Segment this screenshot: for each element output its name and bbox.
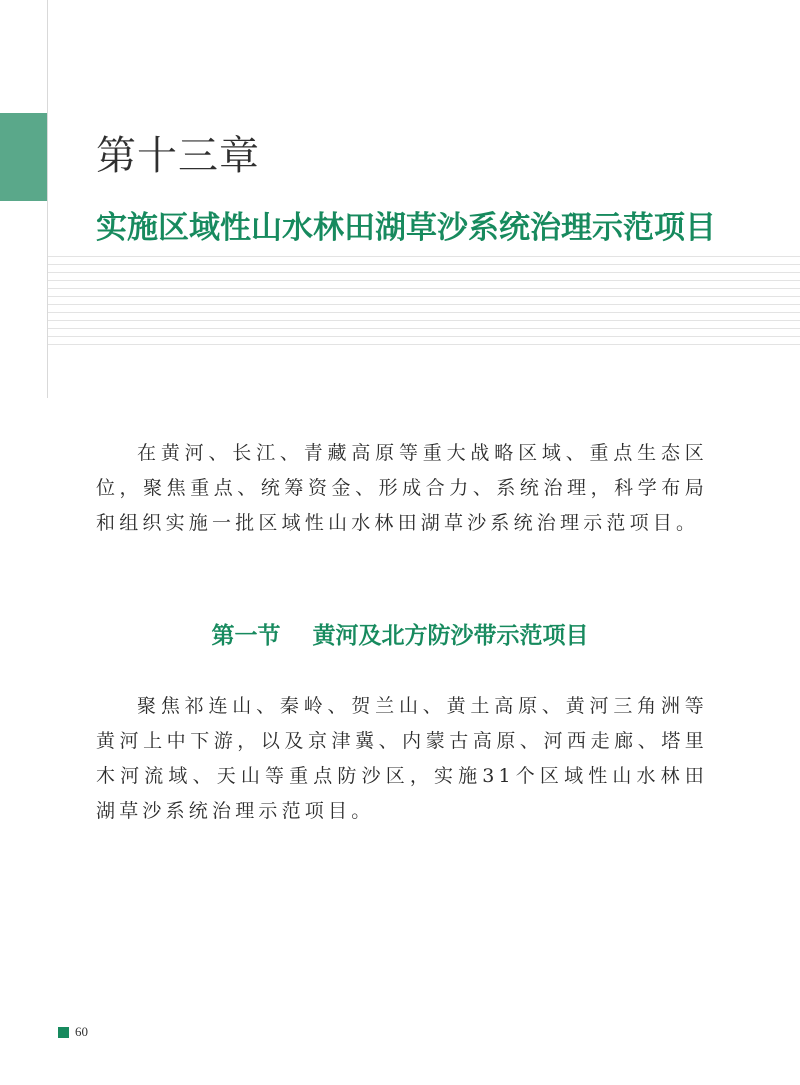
section-title: 黄河及北方防沙带示范项目	[312, 623, 589, 649]
page-footer	[58, 1024, 88, 1040]
page-number: 60	[75, 1024, 88, 1039]
chapter-side-tab	[0, 113, 47, 201]
chapter-number: 第十三章	[96, 133, 260, 179]
chapter-intro-paragraph: 在黄河、长江、青藏高原等重大战略区域、重点生态区位，聚焦重点、统筹资金、形成合力、系统治理，科学布局和组织实施一批区域性山水林田湖草沙系统治理示范项目。	[96, 442, 708, 534]
footer-square-icon	[58, 1027, 69, 1038]
section-body-paragraph: 聚焦祁连山、秦岭、贺兰山、黄土高原、黄河三角洲等黄河上中下游，以及京津冀、内蒙古高原、河西走廊、塔里木河流域、天山等重点防沙区，实施31个区域性山水林田湖草沙系统治理示范项目。	[96, 695, 708, 822]
section-heading	[0, 619, 800, 653]
decorative-stripes	[48, 256, 800, 350]
chapter-title: 实施区域性山水林田湖草沙系统治理示范项目	[96, 210, 716, 246]
section-number: 第一节	[211, 623, 281, 649]
